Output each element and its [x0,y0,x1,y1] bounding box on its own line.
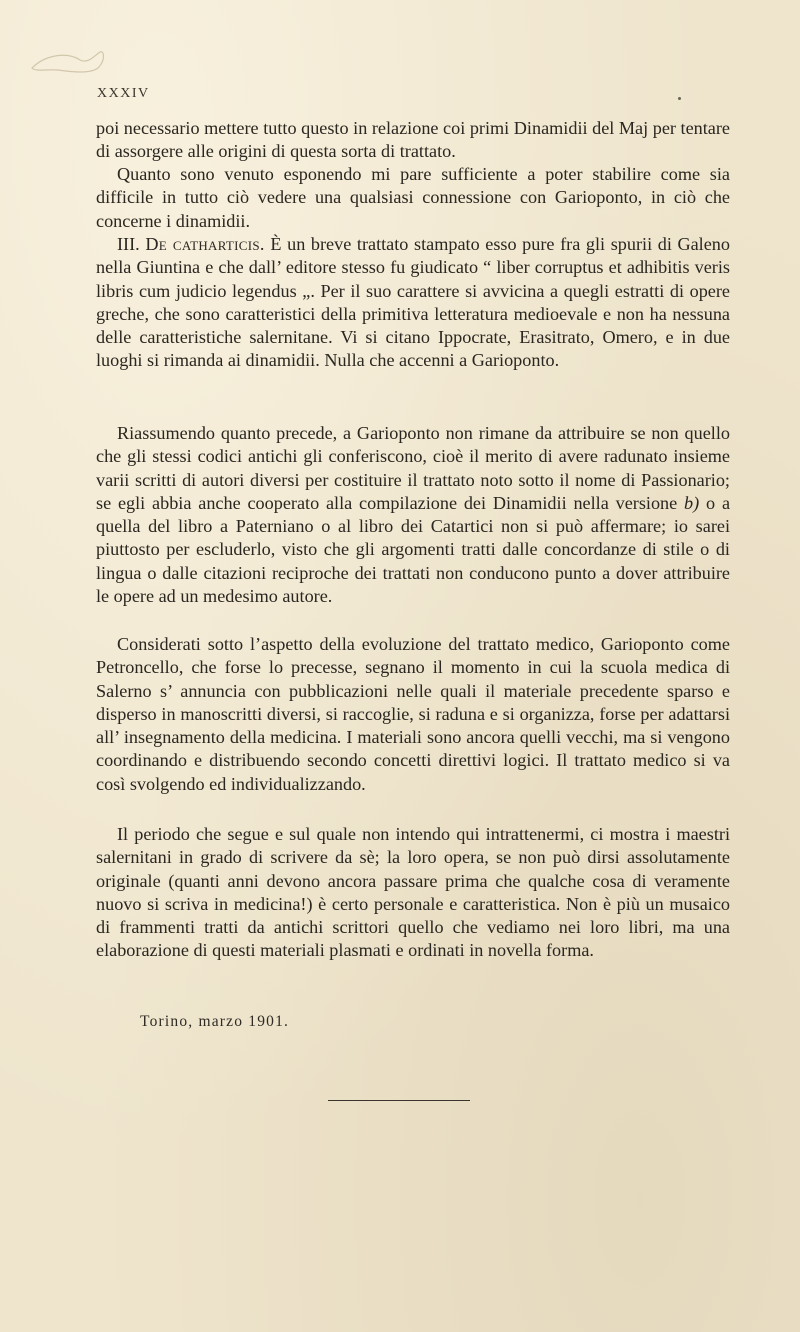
paper-stain-mark [28,42,108,76]
italic-reference: b) [684,492,700,513]
paragraph-de-catharticis [96,233,730,373]
page-number: XXXIV [97,86,150,101]
paragraph-text: Considerati sotto l’aspetto della evoluzione del trattato medico, Garioponto come Petroncello, che forse lo precesse, segnano il momento in cui la scuola medica di Salerno s’ annuncia con pubblicazioni nelle quali il materiale precedente sparso e disperso in manoscritti diversi, si raccoglie, si raduna e si organizza, forse per adattarsi all’ insegnamento della medicina. I materiali sono ancora quelli vecchi, ma si vengono coordinando e distribuendo secondo concetti direttivi logici. Il trattato medico si va così svolgendo ed individualizzando. [96,634,730,794]
paragraph-text-part: Riassumendo quanto precede, a Garioponto non rimane da attribuire se non quello che gli stessi codici antichi gli conferiscono, cioè il merito di avere radunato insieme varii scritti di autori diversi per costituire il trattato noto sotto il nome di Passionario; se egli abbia anche cooperato alla compilazione dei Dinamidii nella versione [96,423,730,513]
section-body: È un breve trattato stampato esso pure fra gli spurii di Galeno nella Giuntina e che dall’ editore stesso fu giudicato “ liber corruptus et adhibitis veris libris cum judicio legendus „. Per il suo carattere si avvicina a quegli estratti di opere greche, che sono caratteristici della primitiva letteratura medioevale e non ha nessuna delle caratteristiche salernitane. Vi si citano Ippocrate, Erasitrato, Omero, e in due luoghi si rimanda ai dinamidii. Nulla che accenni a Garioponto. [96,234,730,371]
paragraph-text: Il periodo che segue e sul quale non intendo qui intrattenermi, ci mostra i maestri salernitani in grado di scrivere da sè; la loro opera, se non può dirsi assolutamente originale (quanti anni devono ancora passare prima che qualche cosa di veramente nuovo si scriva in medicina!) è certo personale e caratteristica. Non è più un musaico di frammenti tratti da antichi scrittori quello che vediamo nei loro libri, ma una elaborazione di questi materiali plasmati e ordinati in novella forma. [96,824,730,961]
section-numeral: III. [117,234,140,254]
paragraph-continuation [96,117,730,164]
place-date-signature: Torino, marzo 1901. [140,1013,290,1030]
paragraph-riassumendo [96,422,730,608]
paragraph-periodo [96,823,730,963]
paragraph-text [96,422,730,608]
closing-rule [328,1100,470,1101]
paragraph-text [96,233,730,373]
section-heading: De catharticis. [145,234,265,254]
ink-speck [678,97,681,100]
paragraph-text: Quanto sono venuto esponendo mi pare sufficiente a poter stabilire come sia difficile in tutto ciò vedere una qualsiasi connessione con Garioponto, in ciò che concerne i dinamidii. [96,164,730,231]
paragraph-text: poi necessario mettere tutto questo in relazione coi primi Dinamidii del Maj per tentare di assorgere alle origini di questa sorta di trattato. [96,118,730,162]
paragraph-quanto [96,163,730,233]
paragraph-text-part: o a quella del libro a Paterniano o al libro dei Catartici non si può affermare; io sarei piuttosto per escluderlo, visto che gli argomenti tratti dalle concordanze di stile o di lingua o dalle citazioni reciproche dei trattati non conducono punto a dover attribuire le opere ad un medesimo autore. [96,492,731,607]
paragraph-considerati [96,633,730,796]
